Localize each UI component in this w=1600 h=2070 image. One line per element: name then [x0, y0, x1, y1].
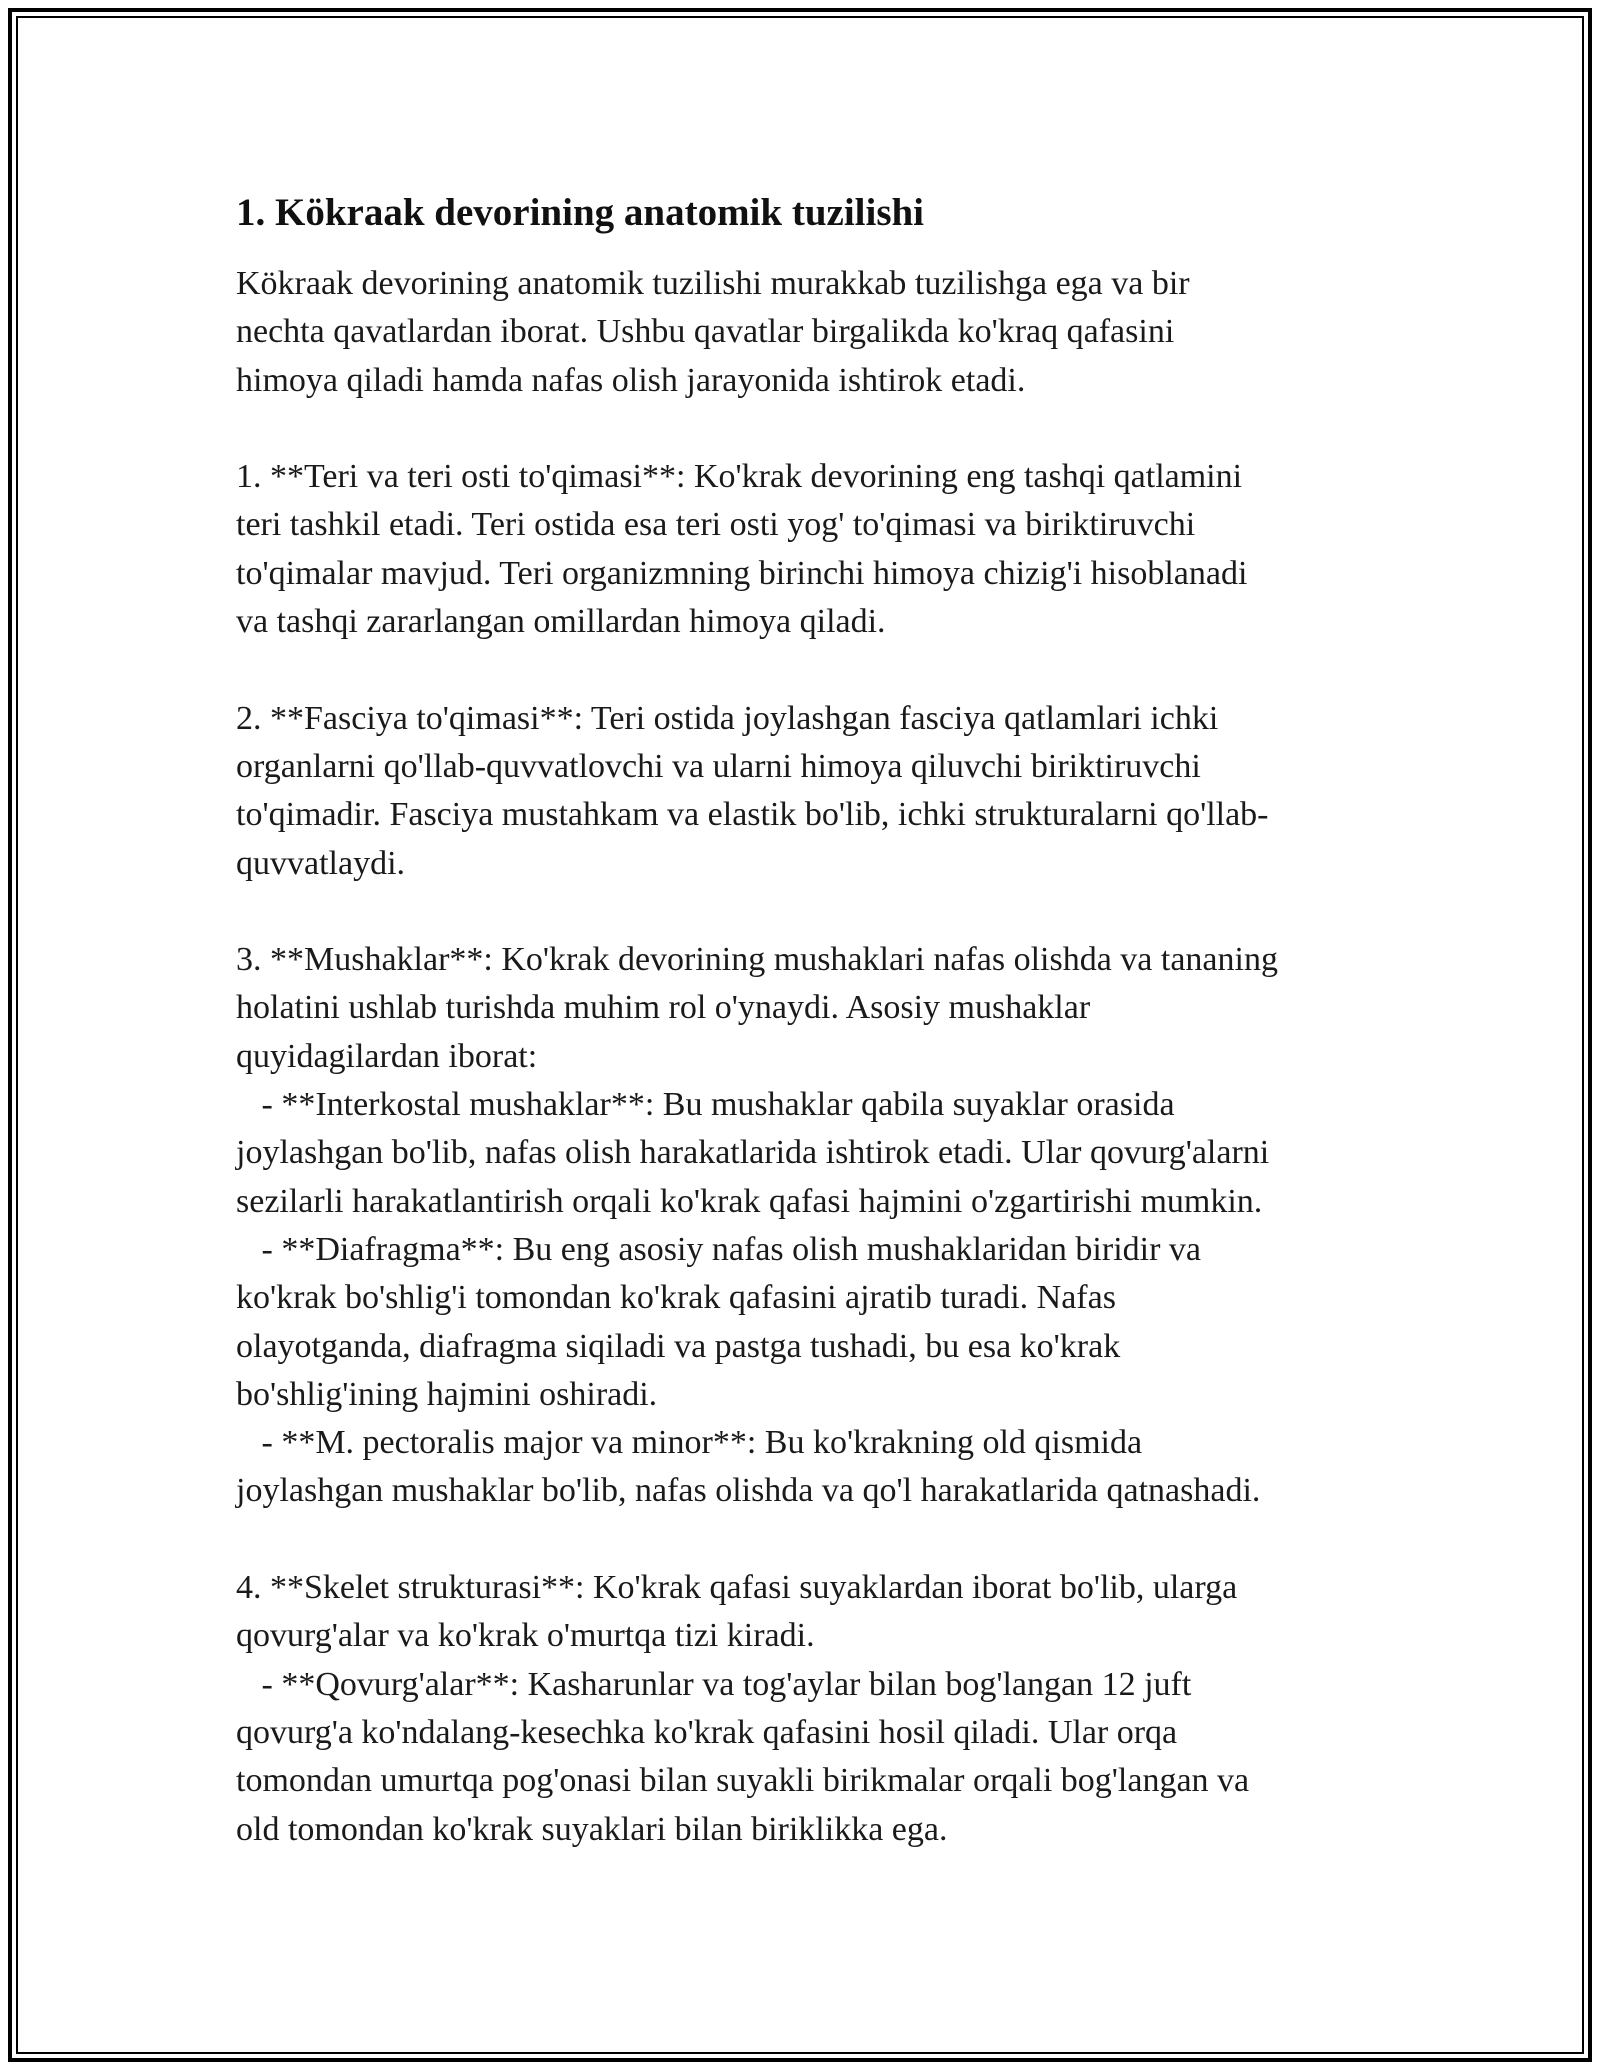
document-title: 1. Kökraak devorining anatomik tuzilishi	[236, 191, 925, 234]
paragraph-gap	[236, 888, 1366, 936]
section-skin: 1. **Teri va teri osti to'qimasi**: Ko'krak devorining eng tashqi qatlamini teri tashkil etadi. Teri ostida esa teri osti yog' to'qimasi va biriktiruvchi to'qimalar mavjud. Teri organizmning birinchi himoya chizig'i hisoblanadi va tashqi zararlangan omillardan himoya qiladi.	[236, 458, 1248, 641]
intro-paragraph: Kökraak devorining anatomik tuzilishi murakkab tuzilishga ega va bir nechta qavatlardan iborat. Ushbu qavatlar birgalikda ko'kraq qafasini himoya qiladi hamda nafas olish jarayonida ishtirok etadi.	[236, 265, 1190, 399]
section-muscles: 3. **Mushaklar**: Ko'krak devorining mushaklari nafas olishda va tananing holatini ushlab turishda muhim rol o'ynaydi. Asosiy mushaklar quyidagilardan iborat: - **Interkostal mushaklar**: Bu mushaklar qabila suyaklar orasida joylashgan bo'lib, nafas olish harakatlarida ishtirok etadi. Ular qovurg'alarni sezilarli harakatlantirish orqali ko'krak qafasi hajmini o'zgartirishi mumkin. - **Diafragma**: Bu eng asosiy nafas olish mushaklaridan biridir va ko'krak bo'shlig'i tomondan ko'krak qafasini ajratib turadi. Nafas olayotganda, diafragma siqiladi va pastga tushadi, bu esa ko'krak bo'shlig'ining hajmini oshiradi. - **M. pectoralis major va minor**: Bu ko'krakning old qismida joylashgan mushaklar bo'lib, nafas olishda va qo'l harakatlarida qatnashadi.	[236, 941, 1278, 1510]
paragraph-gap	[236, 1516, 1366, 1564]
document-body	[236, 260, 1366, 1854]
section-skeleton: 4. **Skelet strukturasi**: Ko'krak qafasi suyaklardan iborat bo'lib, ularga qovurg'alar va ko'krak o'murtqa tizi kiradi. - **Qovurg'alar**: Kasharunlar va tog'aylar bilan bog'langan 12 juft qovurg'a ko'ndalang-kesechka ko'krak qafasini hosil qiladi. Ular orqa tomondan umurtqa pog'onasi bilan suyakli birikmalar orqali bog'langan va old tomondan ko'krak suyaklari bilan biriklikka ega.	[236, 1569, 1250, 1848]
paragraph-gap	[236, 646, 1366, 694]
paragraph-gap	[236, 405, 1366, 453]
document-content	[236, 186, 1366, 1854]
section-fascia: 2. **Fasciya to'qimasi**: Teri ostida joylashgan fasciya qatlamlari ichki organlarni qo'llab-quvvatlovchi va ularni himoya qiluvchi biriktiruvchi to'qimadir. Fasciya mustahkam va elastik bo'lib, ichki strukturalarni qo'llab- quvvatlaydi.	[236, 699, 1269, 882]
